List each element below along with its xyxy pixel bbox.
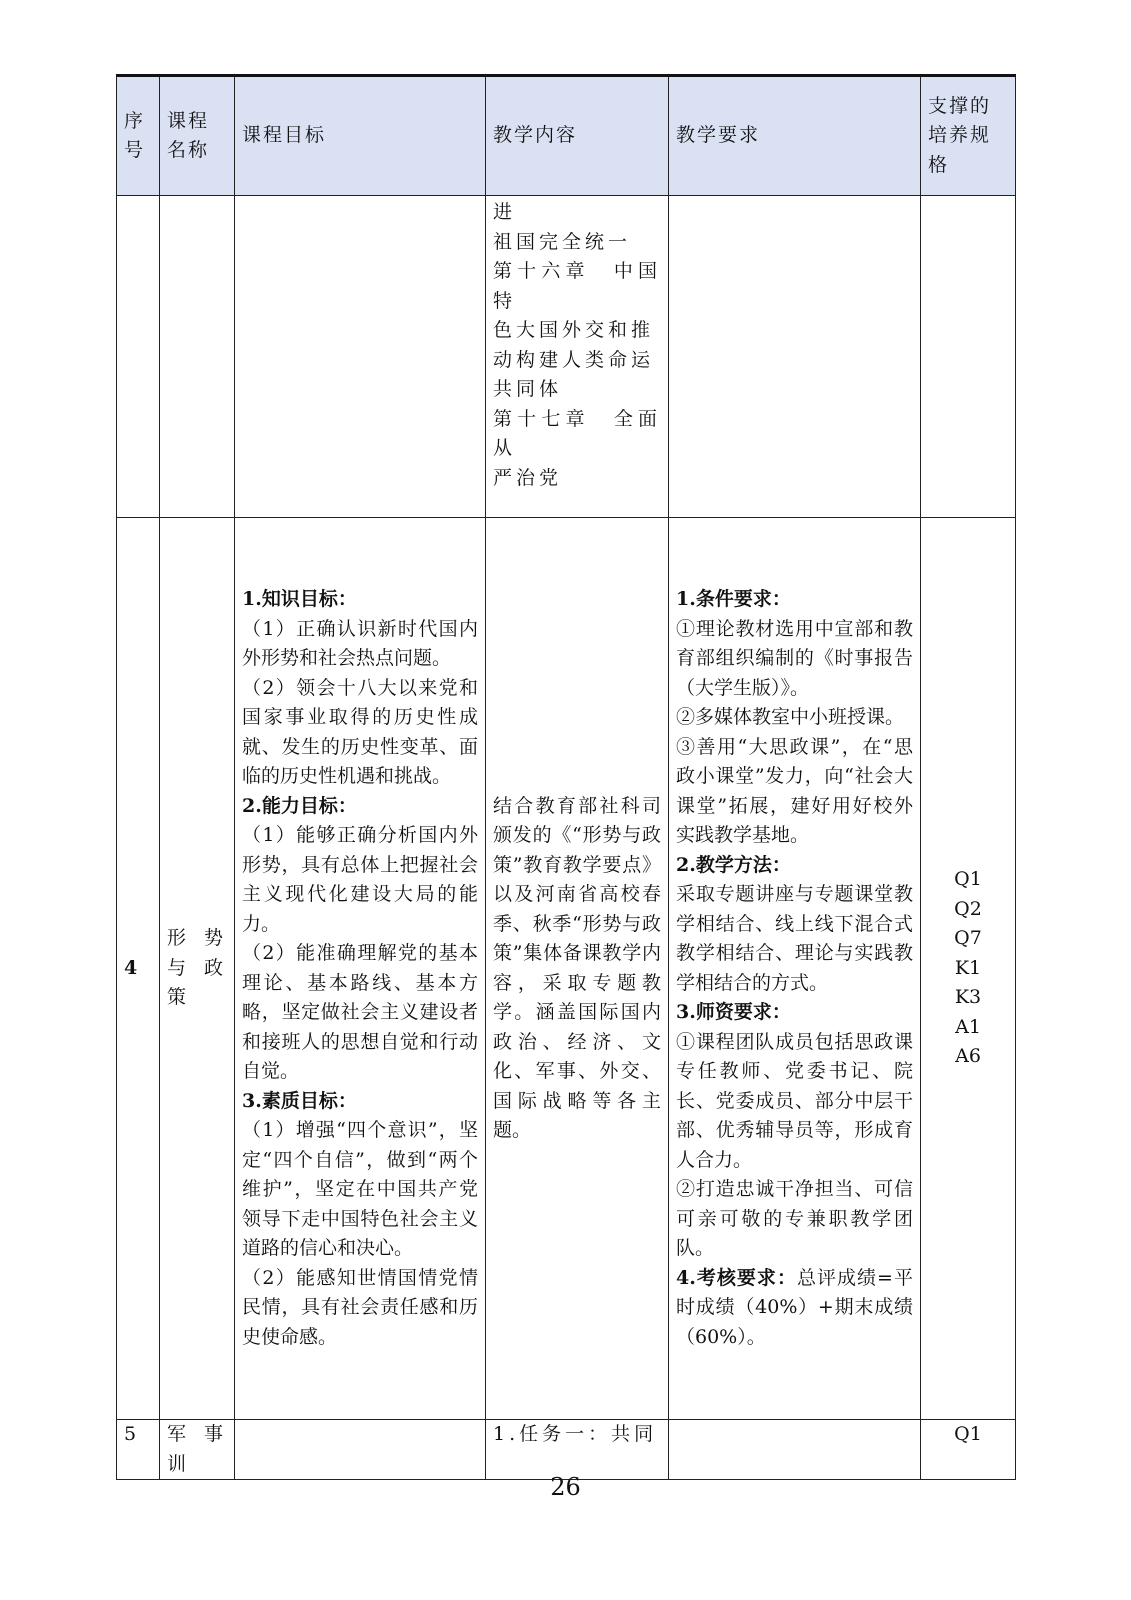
- goal-text: （1）正确认识新时代国内外形势和社会热点问题。: [242, 617, 478, 669]
- cell-name: 形势与政策: [160, 518, 235, 1420]
- req-text: ①理论教材选用中宣部和教育部组织编制的《时事报告（大学生版）》。: [676, 617, 913, 699]
- spec-code: A1: [955, 1015, 981, 1038]
- goal-heading: 1.知识目标：: [242, 588, 357, 610]
- req-text: ①课程团队成员包括思政课专任教师、党委书记、院长、党委成员、部分中层干部、优秀辅导员等，形成育人合力。: [676, 1030, 913, 1171]
- cell-content: 1.任务一：共同: [486, 1420, 669, 1480]
- spec-code: A6: [955, 1045, 981, 1068]
- req-assessment: [676, 1264, 913, 1353]
- course-table: [116, 74, 1016, 1480]
- table-row: [117, 518, 1016, 1420]
- cell-seq: 5: [117, 1420, 160, 1480]
- req-heading: 4.考核要求：: [676, 1266, 797, 1289]
- header-content: 教学内容: [486, 76, 669, 196]
- goal-text: （2）能感知世情国情党情民情，具有社会责任感和历史使命感。: [242, 1266, 478, 1348]
- spec-code: K1: [954, 956, 982, 979]
- table-row: [117, 1420, 1016, 1480]
- req-text: ②多媒体教室中小班授课。: [676, 706, 905, 728]
- req-heading: 2.教学方法：: [676, 853, 791, 876]
- header-requirement: 教学要求: [669, 76, 921, 196]
- cell-goal: [235, 518, 486, 1420]
- header-name: 课程名称: [160, 76, 235, 196]
- req-heading: 3.师资要求：: [676, 1001, 791, 1023]
- spec-code: Q1: [954, 868, 982, 891]
- spec-code: K3: [954, 986, 982, 1009]
- header-row: [117, 76, 1016, 196]
- cell-name: [160, 196, 235, 518]
- cell-requirement: [669, 1420, 921, 1480]
- goal-text: （1）增强“四个意识”，坚定“四个自信”，做到“两个维护”，坚定在中国共产党领导下走中国特色社会主义道路的信心和决心。: [242, 1119, 478, 1259]
- table-row: [117, 196, 1016, 518]
- spec-code: Q7: [954, 927, 982, 950]
- cell-seq: 4: [117, 518, 160, 1420]
- cell-goal: [235, 1420, 486, 1480]
- goal-text: （2）能准确理解党的基本理论、基本路线、基本方略，坚定做社会主义建设者和接班人的思想自觉和行动自觉。: [242, 942, 478, 1082]
- goal-heading: 2.能力目标：: [242, 794, 357, 817]
- cell-goal: [235, 196, 486, 518]
- req-text: ②打造忠诚干净担当、可信可亲可敬的专兼职教学团队。: [676, 1178, 913, 1259]
- cell-spec: [921, 196, 1016, 518]
- cell-name: 军事训: [160, 1420, 235, 1480]
- header-spec: 支撑的培养规格: [921, 76, 1016, 196]
- req-text: 总评成绩=平时成绩（40%）+期末成绩（60%）。: [676, 1266, 913, 1348]
- cell-spec: [921, 518, 1016, 1420]
- cell-content: 进 祖国完全统一 第十六章 中国特 色大国外交和推 动构建人类命运 共同体 第十七章 全面从 严治党: [486, 196, 669, 518]
- page-number: 26: [550, 1473, 581, 1501]
- req-heading: 1.条件要求：: [676, 588, 791, 610]
- req-text: 采取专题讲座与专题课堂教学相结合、线上线下混合式教学相结合、理论与实践教学相结合的方式。: [676, 883, 913, 994]
- spec-code: Q2: [954, 897, 982, 920]
- goal-text: （2）领会十八大以来党和国家事业取得的历史性成就、发生的历史性变革、面临的历史性机遇和挑战。: [242, 676, 478, 787]
- req-text: ③善用“大思政课”，在“思政小课堂”发力，向“社会大课堂”拓展，建好用好校外实践教学基地。: [676, 735, 913, 846]
- goal-text: （1）能够正确分析国内外形势，具有总体上把握社会主义现代化建设大局的能力。: [242, 824, 478, 935]
- cell-spec: Q1: [921, 1420, 1016, 1480]
- goal-heading: 3.素质目标：: [242, 1089, 357, 1112]
- cell-requirement: [669, 196, 921, 518]
- cell-content: 结合教育部社科司颁发的《“形势与政策”教育教学要点》以及河南省高校春季、秋季“形势与政策”集体备课教学内容，采取专题教学。涵盖国际国内政治、经济、文化、军事、外交、国际战略等各主题。: [486, 518, 669, 1420]
- header-goal: 课程目标: [235, 76, 486, 196]
- cell-seq: [117, 196, 160, 518]
- header-seq: 序号: [117, 76, 160, 196]
- cell-requirement: [669, 518, 921, 1420]
